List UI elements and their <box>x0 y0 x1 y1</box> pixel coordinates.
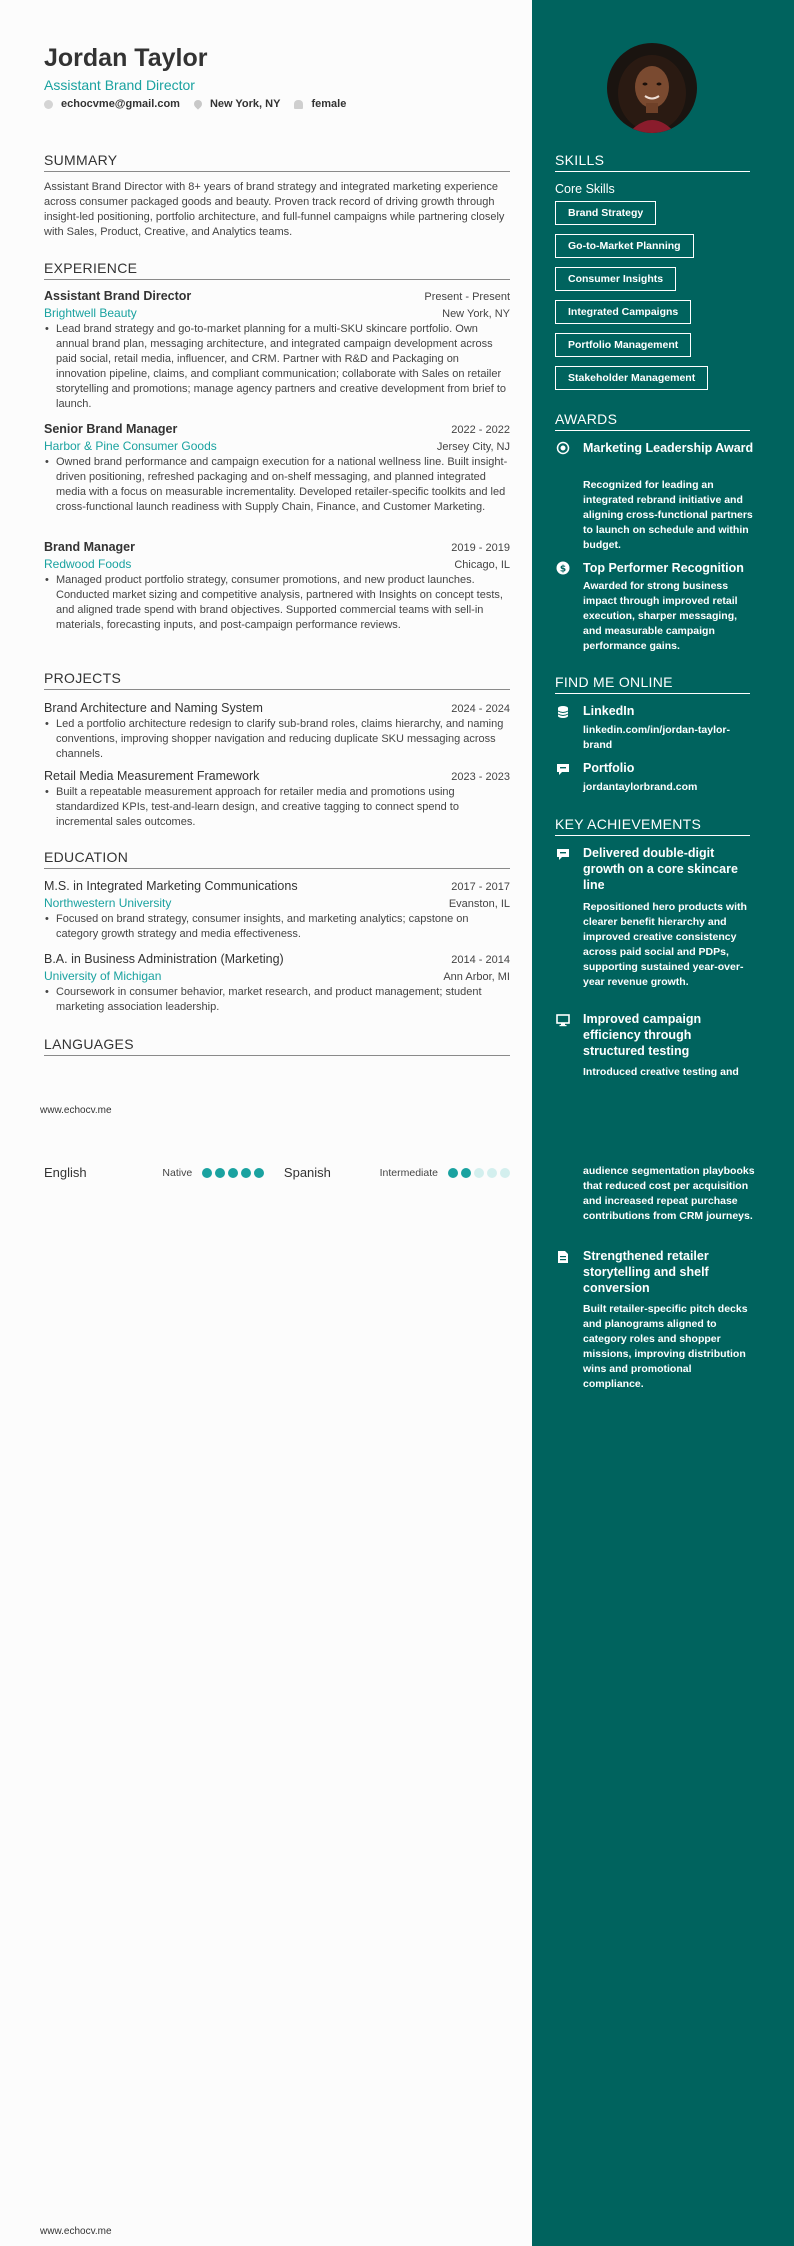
page-footer-link[interactable]: www.echocv.me <box>40 2226 112 2237</box>
degree-dates: 2014 - 2014 <box>451 954 510 966</box>
achievement-description: Built retailer-specific pitch decks and planograms aligned to category roles and shopper missions, improving distribution wins and promotional compliance. <box>583 1303 748 1390</box>
job-dates: Present - Present <box>424 291 510 303</box>
achievement-title: Delivered double-digit growth on a core skincare line <box>583 846 738 892</box>
award-description: Recognized for leading an integrated rebrand initiative and aligning cross-functional partners to launch on schedule and within budget. <box>583 479 753 551</box>
achievement-title: Strengthened retailer storytelling and shelf conversion <box>583 1249 709 1295</box>
languages-row <box>44 1165 510 1180</box>
school-name: Northwestern University <box>44 896 172 910</box>
person-icon <box>294 100 303 109</box>
achievement-description-continued: audience segmentation playbooks that reduced cost per acquisition and increased repeat purchase contributions from CRM journeys. <box>583 1165 755 1222</box>
achievement-description: Repositioned hero products with clearer benefit hierarchy and improved creative consistency across paid social and PDPs, supporting sustained year-over-year revenue growth. <box>583 901 747 988</box>
language-name: English <box>44 1165 87 1180</box>
achievement-title: Improved campaign efficiency through structured testing <box>583 1012 702 1058</box>
rating-dot <box>448 1168 458 1178</box>
job-dates: 2022 - 2022 <box>451 424 510 436</box>
education-item <box>44 952 510 1015</box>
job-dates: 2019 - 2019 <box>451 542 510 554</box>
language-level: Native <box>162 1166 193 1179</box>
rating-dot <box>241 1168 251 1178</box>
job-company: Brightwell Beauty <box>44 306 137 320</box>
skill-tag: Consumer Insights <box>555 267 676 291</box>
skill-tag: Brand Strategy <box>555 201 656 225</box>
job-title: Brand Manager <box>44 540 135 554</box>
project-dates: 2023 - 2023 <box>451 771 510 783</box>
degree-title: M.S. in Integrated Marketing Communications <box>44 879 298 893</box>
project-bullet: • Built a repeatable measurement approach for retailer media and promotions using standardized KPIs, test-and-learn design, and creative tagging to connect spend to incremental sales outcomes. <box>44 785 510 830</box>
rating-dot <box>215 1168 225 1178</box>
summary-heading: SUMMARY <box>44 152 510 172</box>
rating-dot <box>254 1168 264 1178</box>
degree-title: B.A. in Business Administration (Marketing) <box>44 952 284 966</box>
document-icon <box>556 1250 570 1264</box>
degree-dates: 2017 - 2017 <box>451 881 510 893</box>
award-title: Marketing Leadership Award <box>583 441 754 455</box>
job-company: Redwood Foods <box>44 557 132 571</box>
language-rating <box>202 1168 264 1178</box>
email-icon <box>44 100 53 109</box>
education-item <box>44 879 510 942</box>
candidate-role: Assistant Brand Director <box>44 77 195 93</box>
database-icon <box>556 705 570 719</box>
chat-icon <box>556 762 570 776</box>
monitor-icon <box>556 1013 570 1027</box>
job-location: Jersey City, NJ <box>436 441 510 453</box>
languages-heading: LANGUAGES <box>44 1036 510 1056</box>
profile-photo <box>607 43 697 133</box>
contact-line <box>44 98 346 110</box>
rating-dot <box>487 1168 497 1178</box>
skill-tag: Go-to-Market Planning <box>555 234 694 258</box>
job-location: Chicago, IL <box>454 559 510 571</box>
experience-item <box>44 422 510 515</box>
coin-icon <box>556 561 570 575</box>
language-name: Spanish <box>283 1165 331 1180</box>
portfolio-link[interactable]: jordantaylorbrand.com <box>583 781 698 793</box>
online-label: Portfolio <box>583 761 635 775</box>
language-rating <box>448 1168 510 1178</box>
achievements-heading: KEY ACHIEVEMENTS <box>555 816 750 836</box>
skill-tag: Portfolio Management <box>555 333 691 357</box>
rating-dot <box>228 1168 238 1178</box>
chat-icon <box>556 847 570 861</box>
school-location: Evanston, IL <box>448 898 510 910</box>
project-title: Brand Architecture and Naming System <box>44 701 263 715</box>
project-title: Retail Media Measurement Framework <box>44 769 260 783</box>
award-description: Awarded for strong business impact through improved retail execution, sharper messaging, and measurable campaign performance gains. <box>583 580 738 652</box>
education-bullet: • Coursework in consumer behavior, market research, and product management; student marketing association leadership. <box>44 985 510 1015</box>
language-level: Intermediate <box>379 1166 438 1179</box>
core-skills-label: Core Skills <box>555 182 615 196</box>
gender-text: female <box>311 98 347 110</box>
award-title: Top Performer Recognition <box>583 561 744 575</box>
job-title: Senior Brand Manager <box>44 422 178 436</box>
education-heading: EDUCATION <box>44 849 510 869</box>
location-icon <box>192 98 203 109</box>
email-text[interactable]: echocvme@gmail.com <box>61 98 180 110</box>
experience-heading: EXPERIENCE <box>44 260 510 280</box>
awards-heading: AWARDS <box>555 411 750 431</box>
school-name: University of Michigan <box>44 969 162 983</box>
job-location: New York, NY <box>442 308 510 320</box>
rating-dot <box>500 1168 510 1178</box>
job-bullet: • Owned brand performance and campaign execution for a national wellness line. Built insight-driven positioning, refreshed packaging and on-shelf messaging, and planned integrated media with a focus on measurable incrementality. Developed retailer-specific toolkits and led cross-functional launch readiness with Supply Chain, Finance, and Customer Marketing. <box>44 455 510 515</box>
job-bullet: • Managed product portfolio strategy, consumer promotions, and new product launches. Conducted market sizing and competitive analysis, partnered with Insights on concept tests, and aligned trade spend with brand objectives. Supported commercial teams with sell-in materials, forecasting inputs, and post-campaign performance reviews. <box>44 573 510 633</box>
project-bullet: • Led a portfolio architecture redesign to clarify sub-brand roles, claims hierarchy, and naming conventions, improving shopper navigation and reducing duplicate SKU messaging across channels. <box>44 717 510 762</box>
skills-heading: SKILLS <box>555 152 750 172</box>
project-item <box>44 769 510 830</box>
rating-dot <box>474 1168 484 1178</box>
project-dates: 2024 - 2024 <box>451 703 510 715</box>
medal-icon <box>556 441 570 455</box>
experience-item <box>44 540 510 633</box>
education-bullet: • Focused on brand strategy, consumer insights, and marketing analytics; capstone on category growth strategy and media effectiveness. <box>44 912 510 942</box>
rating-dot <box>202 1168 212 1178</box>
online-heading: FIND ME ONLINE <box>555 674 750 694</box>
candidate-name: Jordan Taylor <box>44 44 208 72</box>
online-label: LinkedIn <box>583 704 635 718</box>
school-location: Ann Arbor, MI <box>443 971 510 983</box>
job-title: Assistant Brand Director <box>44 289 192 303</box>
achievement-description: Introduced creative testing and <box>583 1066 739 1078</box>
projects-heading: PROJECTS <box>44 670 510 690</box>
skill-tag: Stakeholder Management <box>555 366 708 390</box>
location-text: New York, NY <box>209 98 281 110</box>
linkedin-link[interactable]: linkedin.com/in/jordan-taylor-brand <box>583 724 731 751</box>
page-footer-link[interactable]: www.echocv.me <box>40 1105 112 1116</box>
project-item <box>44 701 510 762</box>
svg-text:$: $ <box>559 564 567 575</box>
summary-text: Assistant Brand Director with 8+ years of brand strategy and integrated marketing experience across consumer packaged goods and beauty. Proven track record of driving growth through insight-led positioning, portfolio architecture, and full-funnel campaigns while partnering closely with Sales, Product, Creative, and Analytics teams. <box>44 181 505 238</box>
job-bullet: • Lead brand strategy and go-to-market planning for a multi-SKU skincare portfolio. Own annual brand plan, messaging architecture, and integrated campaign development across paid social, retail media, influencer, and CRM. Partner with R&D and Packaging on innovation pipeline, claims, and compliant communication; collaborate with Sales on retailer storytelling and promotions; manage agency partners and creative development from brief to launch. <box>44 322 510 412</box>
experience-item <box>44 289 510 412</box>
skill-tag: Integrated Campaigns <box>555 300 691 324</box>
job-company: Harbor & Pine Consumer Goods <box>44 439 217 453</box>
rating-dot <box>461 1168 471 1178</box>
